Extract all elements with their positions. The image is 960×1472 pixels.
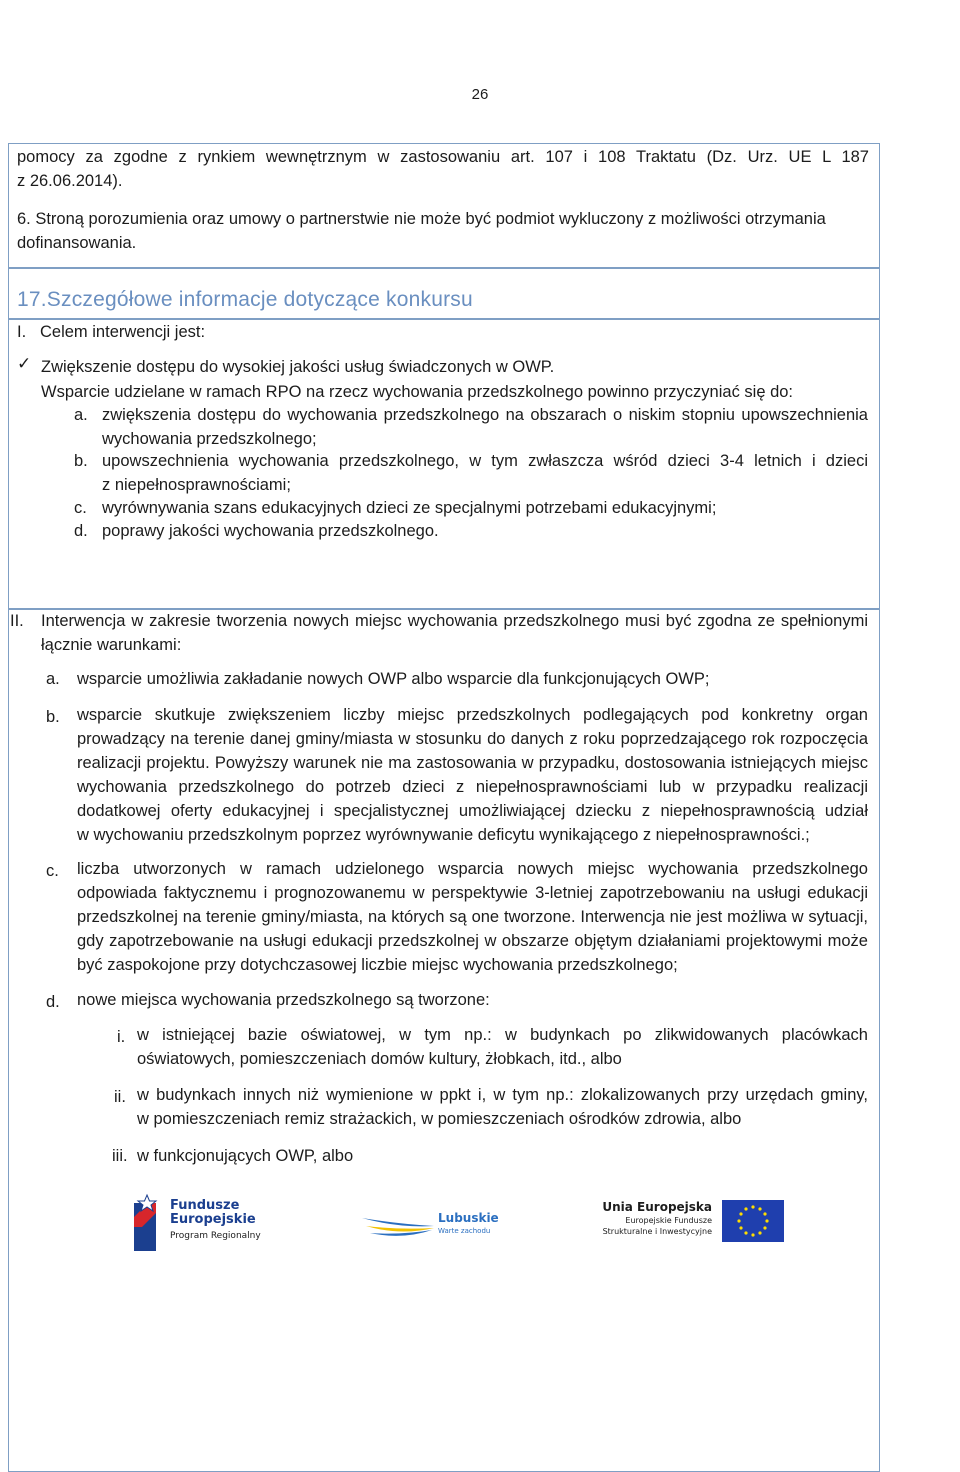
ue-line2: Europejskie Fundusze [625, 1216, 712, 1225]
list-item: wyrównywania szans edukacyjnych dzieci ze specjalnymi potrzebami edukacyjnymi; [102, 499, 717, 517]
section-heading: 17.Szczegółowe informacje dotyczące konkursu [17, 288, 473, 311]
lubuskie-logo [360, 1202, 520, 1252]
list-item: wychowania przedszkolnego do potrzeb dzieci z niepełnosprawnościami lub w przypadku realizacji [77, 778, 868, 796]
section-i-label: I. [17, 323, 27, 341]
sublist-item: oświatowych, pomieszczeniach domów kultury, żłobkach, itd., albo [137, 1050, 622, 1068]
sublist-label: iii. [112, 1147, 128, 1165]
list-item: wsparcie umożliwia zakładanie nowych OWP albo wsparcie dla funkcjonujących OWP; [77, 670, 710, 688]
ue-line3: Strukturalne i Inwestycyjne [602, 1227, 712, 1236]
paragraph-line: dofinansowania. [17, 234, 137, 252]
unia-europejska-logo [590, 1200, 790, 1250]
section-ii-intro: Interwencja w zakresie tworzenia nowych miejsc wychowania przedszkolnego musi być zgodna ze spełnionymi [41, 612, 868, 630]
list-label: a. [46, 670, 60, 688]
list-item: przedszkolnej na terenie gminy/miasta, na których są one tworzone. Interwencja nie jest możliwa w sytuacji, [77, 908, 868, 926]
checkmark-icon: ✓ [17, 354, 32, 373]
list-item: gdy zapotrzebowanie na usługi edukacji przedszkolnej w obszarze objętym działaniami projektowymi może [77, 932, 868, 950]
paragraph-line: 6. Stroną porozumienia oraz umowy o partnerstwie nie może być podmiot wykluczony z możliwości otrzymania [17, 210, 826, 228]
list-label: d. [46, 993, 60, 1011]
list-item: liczba utworzonych w ramach udzielonego wsparcia nowych miejsc wychowania przedszkolnego [77, 860, 868, 878]
list-item: odpowiada faktycznemu i prognozowanemu w perspektywie 3-letniej zapotrzebowaniu na usługi edukacji [77, 884, 868, 902]
list-item: być zaspokojone przy dotychczasowej liczbie miejsc wychowania przedszkolnego; [77, 956, 678, 974]
sublist-label: i. [117, 1028, 126, 1046]
fundusze-europejskie-logo [130, 1193, 270, 1253]
paragraph-line: z 26.06.2014). [17, 172, 123, 190]
sublist-item: w istniejącej bazie oświatowej, w tym np.: w budynkach po zlikwidowanych placówkach [137, 1026, 868, 1044]
list-item: w wychowaniu przedszkolnym poprzez wyrównywanie deficytu wynikającego z niepełnosprawności.; [77, 826, 810, 844]
fe-line1: Fundusze [170, 1198, 240, 1213]
eu-flag-icon [722, 1200, 784, 1242]
section-ii-label: II. [10, 612, 24, 630]
lub-line2: Warte zachodu [438, 1227, 491, 1235]
list-item: wychowania przedszkolnego; [102, 430, 317, 448]
lub-line1: Lubuskie [438, 1211, 499, 1225]
page-number: 26 [471, 86, 489, 103]
footer-logos [0, 1190, 960, 1260]
list-label: b. [46, 708, 60, 726]
fe-line3: Program Regionalny [170, 1231, 261, 1241]
list-item: realizacji projektu. Powyższy warunek nie ma zastosowania w przypadku, dostosowania istniejących miejsc [77, 754, 868, 772]
list-item: poprawy jakości wychowania przedszkolnego. [102, 522, 439, 540]
intro-text: Wsparcie udzielane w ramach RPO na rzecz wychowania przedszkolnego powinno przyczyniać się do: [41, 383, 794, 401]
lubuskie-swoosh-icon [360, 1208, 436, 1242]
sublist-item: w budynkach innych niż wymienione w ppkt i, w tym np.: zlokalizowanych przy urzędach gminy, [137, 1086, 868, 1104]
list-item: wsparcie skutkuje zwiększeniem liczby miejsc przedszkolnych podlegających pod konkretny organ [77, 706, 868, 724]
list-item: zwiększenia dostępu do wychowania przedszkolnego na obszarach o niskim stopniu upowszechnienia [102, 406, 868, 424]
list-item: upowszechnienia wychowania przedszkolnego, w tym zwłaszcza wśród dzieci 3-4 letnich i dzieci [102, 452, 868, 470]
section-ii-intro: łącznie warunkami: [41, 636, 182, 654]
list-label: c. [74, 499, 87, 517]
list-label: b. [74, 452, 88, 470]
list-item: z niepełnosprawnościami; [102, 476, 291, 494]
section-i-title: Celem interwencji jest: [40, 323, 206, 341]
ue-line1: Unia Europejska [602, 1200, 712, 1214]
list-item: nowe miejsca wychowania przedszkolnego są tworzone: [77, 991, 490, 1009]
list-label: d. [74, 522, 88, 540]
list-label: a. [74, 406, 88, 424]
list-item: dodatkowej oferty edukacyjnej i specjalistycznej umożliwiającej dziecku z niepełnosprawnością udział [77, 802, 868, 820]
sublist-item: w pomieszczeniach remiz strażackich, w pomieszczeniach ośrodków zdrowia, albo [137, 1110, 742, 1128]
sublist-label: ii. [114, 1088, 126, 1106]
goal-text: Zwiększenie dostępu do wysokiej jakości usług świadczonych w OWP. [41, 358, 555, 376]
fe-line2: Europejskie [170, 1212, 256, 1227]
sublist-item: w funkcjonujących OWP, albo [137, 1147, 354, 1165]
paragraph-line: pomocy za zgodne z rynkiem wewnętrznym w zastosowaniu art. 107 i 108 Traktatu (Dz. Urz. UE L 187 [17, 148, 869, 166]
list-label: c. [46, 862, 59, 880]
fe-star-icon [130, 1193, 164, 1251]
list-item: prowadzący na terenie danej gminy/miasta w stosunku do danych z roku poprzedzającego rok rozpoczęcia [77, 730, 868, 748]
